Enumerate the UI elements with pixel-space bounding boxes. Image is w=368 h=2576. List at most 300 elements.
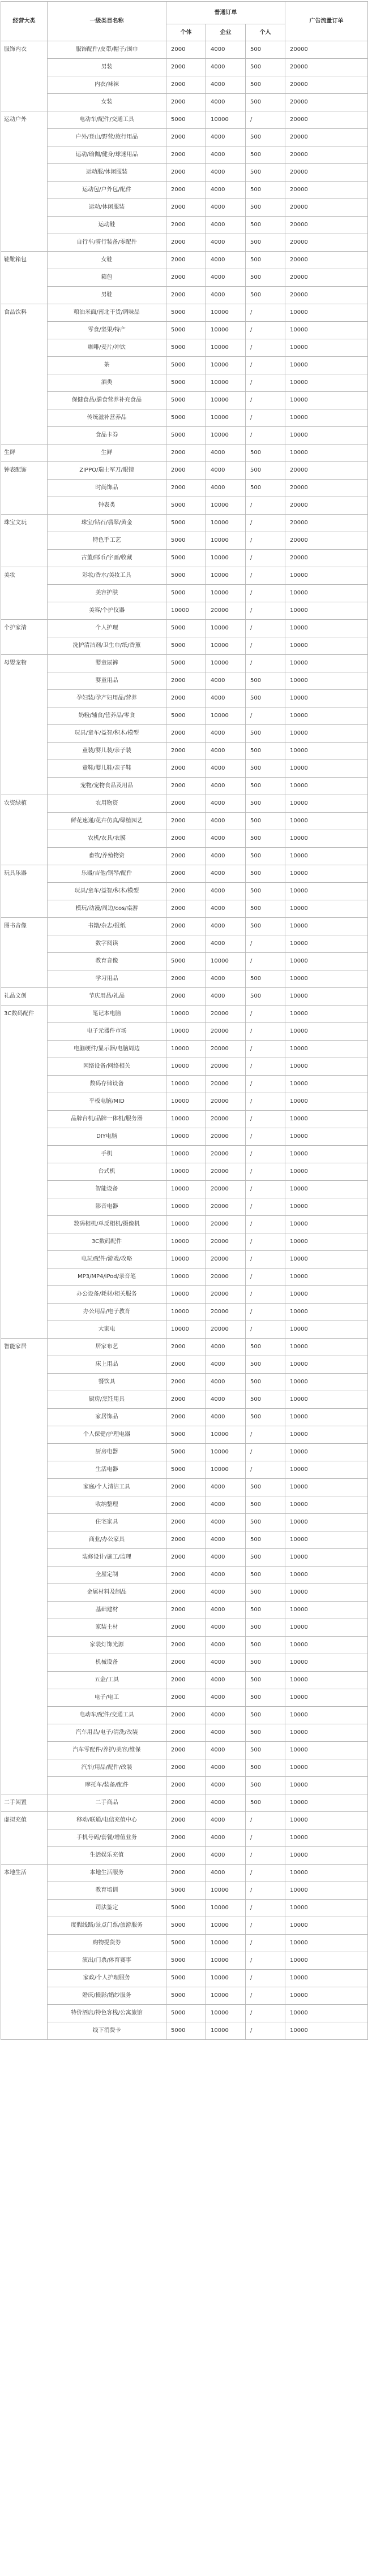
cell-subcategory: 影音电器 [48,1198,166,1216]
cell-enterprise: 10000 [206,620,246,637]
cell-enterprise: 4000 [206,1479,246,1496]
cell-individual-business: 2000 [166,1531,206,1549]
cell-enterprise: 10000 [206,515,246,532]
cell-individual-business: 2000 [166,830,206,848]
cell-ad-traffic: 10000 [285,690,368,707]
header-personal: 个人 [246,24,285,41]
cell-ad-traffic: 10000 [285,1724,368,1742]
cell-enterprise: 4000 [206,988,246,1006]
cell-enterprise: 10000 [206,1917,246,1935]
cell-subcategory: 餐饮具 [48,1374,166,1391]
cell-subcategory: 零食/坚果/特产 [48,322,166,339]
cell-subcategory: 电子/电工 [48,1689,166,1707]
table-row [1,1409,368,1426]
cell-individual-business: 5000 [166,532,206,550]
cell-personal: 500 [246,1602,285,1619]
table-row [1,1268,368,1286]
table-row [1,129,368,146]
cell-personal: 500 [246,813,285,830]
cell-subcategory: 生鲜 [48,445,166,462]
header-enterprise: 企业 [206,24,246,41]
cell-ad-traffic: 20000 [285,480,368,497]
cell-enterprise: 4000 [206,1759,246,1777]
cell-enterprise: 4000 [206,164,246,182]
table-row [1,1339,368,1356]
cell-subcategory: ZIPPO/瑞士军刀/眼镜 [48,462,166,480]
cell-subcategory: 电脑硬件/显示器/电脑周边 [48,1041,166,1058]
cell-personal: 500 [246,480,285,497]
cell-individual-business: 10000 [166,1076,206,1093]
table-row [1,707,368,725]
cell-enterprise: 4000 [206,1812,246,1829]
cell-enterprise: 20000 [206,1304,246,1321]
cell-individual-business: 2000 [166,76,206,94]
cell-ad-traffic: 10000 [285,1689,368,1707]
cell-individual-business: 2000 [166,1584,206,1602]
cell-personal: / [246,935,285,953]
cell-personal: 500 [246,672,285,690]
cell-personal: 500 [246,1567,285,1584]
cell-individual-business: 2000 [166,1759,206,1777]
cell-enterprise: 10000 [206,374,246,392]
table-row [1,111,368,129]
cell-individual-business: 2000 [166,269,206,287]
cell-personal: / [246,1935,285,1952]
cell-individual-business: 5000 [166,515,206,532]
cell-subcategory: 电玩/配件/游戏/攻略 [48,1251,166,1268]
cell-personal: 500 [246,182,285,199]
cell-ad-traffic: 10000 [285,743,368,760]
cell-ad-traffic: 10000 [285,1672,368,1689]
cell-ad-traffic: 10000 [285,953,368,970]
cell-enterprise: 10000 [206,1444,246,1461]
cell-enterprise: 4000 [206,1339,246,1356]
cell-ad-traffic: 20000 [285,515,368,532]
table-row [1,900,368,918]
cell-enterprise: 4000 [206,1602,246,1619]
cell-ad-traffic: 20000 [285,59,368,76]
cell-individual-business: 10000 [166,1111,206,1128]
cell-personal: 500 [246,1531,285,1549]
cell-personal: / [246,1847,285,1865]
cell-individual-business: 5000 [166,1987,206,2005]
cell-enterprise: 10000 [206,953,246,970]
table-header [1,2,368,41]
cell-ad-traffic: 10000 [285,830,368,848]
cell-enterprise: 10000 [206,1461,246,1479]
cell-personal: 500 [246,1514,285,1531]
cell-subcategory: 品牌台机/品牌一体机/服务器 [48,1111,166,1128]
table-row [1,445,368,462]
cell-ad-traffic: 10000 [285,409,368,427]
cell-individual-business: 5000 [166,111,206,129]
cell-subcategory: 厨房电器 [48,1444,166,1461]
cell-enterprise: 4000 [206,1409,246,1426]
cell-subcategory: 农机/农具/农膜 [48,830,166,848]
cell-individual-business: 5000 [166,620,206,637]
cell-subcategory: 孕妇装/孕产妇用品/营养 [48,690,166,707]
cell-ad-traffic: 10000 [285,848,368,865]
cell-individual-business: 2000 [166,41,206,59]
table-row [1,1689,368,1707]
cell-category: 农资绿植 [1,795,48,865]
cell-enterprise: 4000 [206,252,246,269]
cell-subcategory: 家居饰品 [48,1409,166,1426]
cell-ad-traffic: 10000 [285,1567,368,1584]
cell-individual-business: 2000 [166,217,206,234]
header-individual-business: 个体 [166,24,206,41]
cell-individual-business: 2000 [166,234,206,252]
cell-personal: 500 [246,988,285,1006]
cell-enterprise: 4000 [206,41,246,59]
cell-personal: / [246,392,285,409]
cell-subcategory: 宠物/宠物食品及用品 [48,778,166,795]
table-row [1,1198,368,1216]
cell-subcategory: 3C数码配件 [48,1233,166,1251]
table-row [1,830,368,848]
cell-personal: / [246,427,285,445]
cell-subcategory: 电动车/配件/交通工具 [48,1707,166,1724]
cell-individual-business: 5000 [166,304,206,322]
cell-individual-business: 2000 [166,59,206,76]
cell-subcategory: 运动鞋 [48,217,166,234]
table-row [1,655,368,672]
cell-enterprise: 4000 [206,918,246,935]
cell-personal: / [246,1006,285,1023]
cell-enterprise: 10000 [206,322,246,339]
cell-enterprise: 10000 [206,2005,246,2022]
cell-personal: 500 [246,1707,285,1724]
cell-ad-traffic: 10000 [285,304,368,322]
cell-ad-traffic: 10000 [285,1847,368,1865]
cell-enterprise: 10000 [206,304,246,322]
cell-personal: / [246,1111,285,1128]
table-row [1,1531,368,1549]
cell-subcategory: 电子元器件市场 [48,1023,166,1041]
cell-subcategory: 传统滋补营养品 [48,409,166,427]
cell-individual-business: 10000 [166,1321,206,1339]
cell-ad-traffic: 10000 [285,1286,368,1304]
cell-enterprise: 10000 [206,497,246,515]
table-body [1,41,368,2040]
cell-individual-business: 5000 [166,585,206,602]
cell-subcategory: 童装/婴儿装/亲子装 [48,743,166,760]
cell-enterprise: 10000 [206,1952,246,1970]
cell-enterprise: 4000 [206,760,246,778]
cell-personal: 500 [246,830,285,848]
cell-personal: / [246,339,285,357]
cell-individual-business: 2000 [166,445,206,462]
cell-subcategory: 本地生活服务 [48,1865,166,1882]
cell-individual-business: 2000 [166,1829,206,1847]
table-row [1,637,368,655]
cell-personal: / [246,585,285,602]
cell-ad-traffic: 10000 [285,1952,368,1970]
cell-ad-traffic: 10000 [285,1181,368,1198]
cell-ad-traffic: 20000 [285,76,368,94]
cell-personal: / [246,1426,285,1444]
cell-ad-traffic: 10000 [285,1321,368,1339]
cell-subcategory: 数码相机/单反相机/摄像机 [48,1216,166,1233]
cell-category: 运动户外 [1,111,48,252]
cell-personal: 500 [246,1584,285,1602]
cell-ad-traffic: 10000 [285,1935,368,1952]
table-row [1,182,368,199]
cell-ad-traffic: 10000 [285,2005,368,2022]
cell-subcategory: 珠宝/钻石/翡翠/黄金 [48,515,166,532]
cell-personal: 500 [246,76,285,94]
table-row [1,848,368,865]
cell-ad-traffic: 10000 [285,1865,368,1882]
cell-personal: / [246,1900,285,1917]
cell-personal: / [246,1198,285,1216]
table-row [1,392,368,409]
cell-ad-traffic: 10000 [285,1426,368,1444]
cell-individual-business: 5000 [166,392,206,409]
table-row [1,1602,368,1619]
table-row [1,1233,368,1251]
cell-individual-business: 5000 [166,427,206,445]
cell-ad-traffic: 10000 [285,1759,368,1777]
table-row [1,1461,368,1479]
cell-personal: / [246,1286,285,1304]
cell-enterprise: 10000 [206,1900,246,1917]
cell-subcategory: 男鞋 [48,287,166,304]
table-row [1,1111,368,1128]
cell-ad-traffic: 10000 [285,1233,368,1251]
cell-ad-traffic: 10000 [285,1812,368,1829]
cell-subcategory: 办公用品/电子教育 [48,1304,166,1321]
table-row [1,199,368,217]
cell-individual-business: 2000 [166,462,206,480]
table-row [1,795,368,813]
cell-ad-traffic: 10000 [285,1742,368,1759]
cell-personal: / [246,1181,285,1198]
cell-individual-business: 2000 [166,1479,206,1496]
cell-personal: 500 [246,1391,285,1409]
cell-subcategory: 学习用品 [48,970,166,988]
cell-enterprise: 4000 [206,1829,246,1847]
cell-enterprise: 4000 [206,1584,246,1602]
cell-enterprise: 4000 [206,778,246,795]
cell-enterprise: 4000 [206,480,246,497]
cell-enterprise: 4000 [206,690,246,707]
cell-enterprise: 4000 [206,725,246,743]
table-row [1,480,368,497]
cell-personal: 500 [246,743,285,760]
cell-personal: 500 [246,1794,285,1812]
table-row [1,1847,368,1865]
cell-personal: 500 [246,795,285,813]
table-row [1,1514,368,1531]
cell-subcategory: 数码存储设备 [48,1076,166,1093]
cell-personal: / [246,1304,285,1321]
cell-ad-traffic: 10000 [285,602,368,620]
cell-enterprise: 20000 [206,1181,246,1198]
cell-personal: 500 [246,1339,285,1356]
cell-subcategory: 收纳整理 [48,1496,166,1514]
cell-enterprise: 4000 [206,129,246,146]
cell-subcategory: 办公设备/耗材/相关服务 [48,1286,166,1304]
cell-individual-business: 2000 [166,1742,206,1759]
cell-enterprise: 10000 [206,707,246,725]
cell-subcategory: 运动/休闲服装 [48,199,166,217]
cell-personal: 500 [246,725,285,743]
table-row [1,427,368,445]
cell-subcategory: 茶 [48,357,166,374]
cell-ad-traffic: 10000 [285,1268,368,1286]
deposit-table [1,1,368,2040]
cell-personal: / [246,1812,285,1829]
header-category: 经营大类 [1,2,48,41]
cell-subcategory: 乐器/吉他/钢琴/配件 [48,865,166,883]
cell-ad-traffic: 10000 [285,1496,368,1514]
cell-enterprise: 10000 [206,532,246,550]
cell-personal: / [246,1146,285,1163]
cell-individual-business: 2000 [166,252,206,269]
cell-subcategory: 五金/工具 [48,1672,166,1689]
cell-ad-traffic: 10000 [285,935,368,953]
table-row [1,1935,368,1952]
cell-category: 虚拟充值 [1,1812,48,1865]
table-row [1,1321,368,1339]
cell-personal: / [246,1023,285,1041]
table-row [1,1479,368,1496]
cell-enterprise: 4000 [206,445,246,462]
table-row [1,252,368,269]
cell-personal: / [246,1865,285,1882]
table-row [1,1163,368,1181]
cell-ad-traffic: 10000 [285,1093,368,1111]
cell-individual-business: 2000 [166,1496,206,1514]
cell-ad-traffic: 10000 [285,392,368,409]
table-row [1,1549,368,1567]
table-row [1,94,368,111]
cell-subcategory: 婴童尿裤 [48,655,166,672]
cell-subcategory: 婴童用品 [48,672,166,690]
cell-enterprise: 20000 [206,1058,246,1076]
cell-enterprise: 20000 [206,1093,246,1111]
cell-individual-business: 2000 [166,1654,206,1672]
cell-enterprise: 10000 [206,427,246,445]
cell-enterprise: 4000 [206,672,246,690]
cell-enterprise: 4000 [206,743,246,760]
cell-personal: / [246,1128,285,1146]
table-row [1,970,368,988]
cell-ad-traffic: 10000 [285,1637,368,1654]
cell-individual-business: 2000 [166,988,206,1006]
cell-enterprise: 4000 [206,1391,246,1409]
cell-enterprise: 4000 [206,1724,246,1742]
cell-ad-traffic: 10000 [285,988,368,1006]
cell-individual-business: 2000 [166,1707,206,1724]
cell-subcategory: 男装 [48,59,166,76]
cell-subcategory: 运动/瑜伽/健身/球迷用品 [48,146,166,164]
cell-ad-traffic: 10000 [285,1584,368,1602]
cell-subcategory: 全屋定制 [48,1567,166,1584]
table-row [1,1058,368,1076]
cell-category: 服饰内衣 [1,41,48,111]
cell-enterprise: 10000 [206,339,246,357]
cell-subcategory: 奶粉/辅食/营养品/零食 [48,707,166,725]
cell-enterprise: 4000 [206,1707,246,1724]
cell-subcategory: 农用物资 [48,795,166,813]
table-row [1,1006,368,1023]
cell-ad-traffic: 10000 [285,707,368,725]
table-row [1,1987,368,2005]
cell-enterprise: 20000 [206,1163,246,1181]
cell-subcategory: 度假线路/景点门票/旅游服务 [48,1917,166,1935]
table-row [1,1707,368,1724]
cell-personal: 500 [246,146,285,164]
cell-ad-traffic: 10000 [285,1216,368,1233]
cell-enterprise: 20000 [206,1321,246,1339]
cell-enterprise: 10000 [206,1426,246,1444]
cell-individual-business: 2000 [166,1724,206,1742]
cell-individual-business: 2000 [166,813,206,830]
table-row [1,304,368,322]
cell-subcategory: 教育音像 [48,953,166,970]
cell-enterprise: 10000 [206,1882,246,1900]
cell-individual-business: 2000 [166,94,206,111]
cell-personal: / [246,1163,285,1181]
table-row [1,374,368,392]
cell-enterprise: 4000 [206,900,246,918]
cell-individual-business: 10000 [166,1128,206,1146]
table-row [1,1391,368,1409]
cell-personal: / [246,707,285,725]
cell-personal: 500 [246,462,285,480]
table-row [1,883,368,900]
cell-individual-business: 2000 [166,1777,206,1794]
table-row [1,532,368,550]
table-row [1,1286,368,1304]
cell-ad-traffic: 10000 [285,1707,368,1724]
cell-personal: / [246,1882,285,1900]
cell-individual-business: 2000 [166,1339,206,1356]
cell-individual-business: 5000 [166,409,206,427]
cell-ad-traffic: 10000 [285,1461,368,1479]
cell-individual-business: 10000 [166,1286,206,1304]
cell-personal: / [246,111,285,129]
cell-enterprise: 20000 [206,602,246,620]
cell-enterprise: 10000 [206,567,246,585]
cell-individual-business: 10000 [166,1198,206,1216]
cell-category: 美妆 [1,567,48,620]
cell-subcategory: 家装灯饰光源 [48,1637,166,1654]
cell-subcategory: 智能设备 [48,1181,166,1198]
cell-ad-traffic: 10000 [285,1023,368,1041]
table-row [1,1865,368,1882]
cell-ad-traffic: 10000 [285,1128,368,1146]
table-row [1,935,368,953]
cell-personal: 500 [246,217,285,234]
cell-ad-traffic: 10000 [285,339,368,357]
cell-ad-traffic: 10000 [285,1076,368,1093]
table-row [1,1952,368,1970]
cell-personal: 500 [246,778,285,795]
cell-subcategory: 运动服/休闲服装 [48,164,166,182]
cell-enterprise: 20000 [206,1198,246,1216]
cell-ad-traffic: 10000 [285,427,368,445]
cell-personal: / [246,357,285,374]
cell-ad-traffic: 10000 [285,620,368,637]
cell-subcategory: 美容护肤 [48,585,166,602]
cell-enterprise: 20000 [206,1006,246,1023]
table-row [1,1251,368,1268]
table-row [1,1794,368,1812]
cell-ad-traffic: 10000 [285,918,368,935]
